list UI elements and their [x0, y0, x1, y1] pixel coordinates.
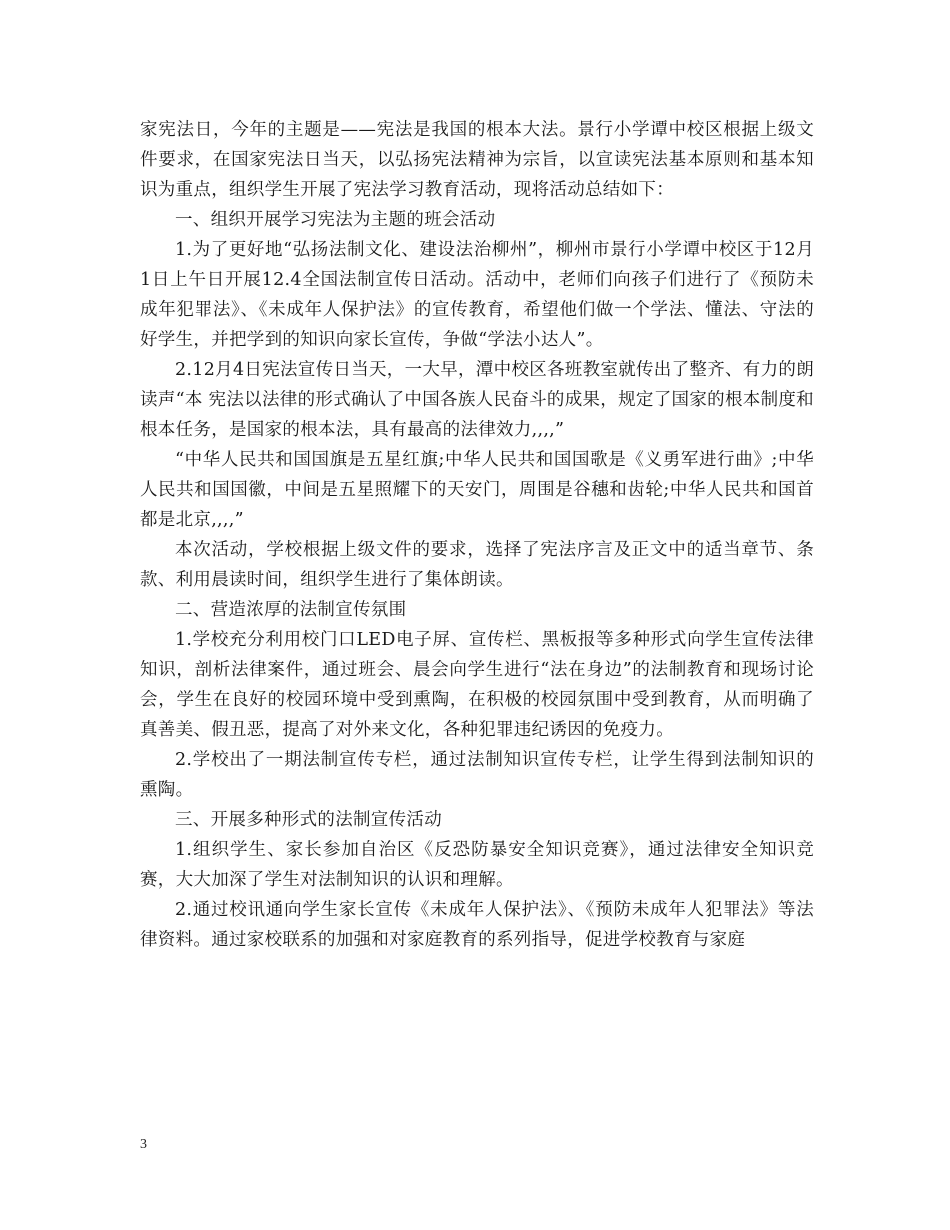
- section-heading-3: 三、开展多种形式的法制宣传活动: [175, 810, 442, 830]
- paragraph-2-1: 1.学校充分利用校门口LED电子屏、宣传栏、黑板报等多种形式向学生宣传法律知识，剖析法律案件，通过班会、晨会向学生进行“法在身边”的法制教育和现场讨论会，学生在良好的校园环境中受到熏陶，在积极的校园氛围中受到教育，从而明确了真善美、假丑恶，提高了对外来文化，各种犯罪违纪诱因的免疫力。: [140, 630, 814, 740]
- paragraph-3-1: 1.组织学生、家长参加自治区《反恐防暴安全知识竞赛》，通过法律安全知识竞赛，大大加深了学生对法制知识的认识和理解。: [140, 840, 814, 890]
- paragraph-1-2: 2.12月4日宪法宣传日当天，一大早，潭中校区各班教室就传出了整齐、有力的朗读声“本 宪法以法律的形式确认了中国各族人民奋斗的成果，规定了国家的根本制度和根本任务，是国家的根本法，具有最高的法律效力,,,,”: [140, 360, 814, 440]
- paragraph-quote: “中华人民共和国国旗是五星红旗;中华人民共和国国歌是《义勇军进行曲》;中华人民共和国国徽，中间是五星照耀下的天安门，周围是谷穗和齿轮;中华人民共和国首都是北京,,,,”: [140, 450, 814, 530]
- paragraph-1-1: 1.为了更好地“弘扬法制文化、建设法治柳州”，柳州市景行小学谭中校区于12月1日上午日开展12.4全国法制宣传日活动。活动中，老师们向孩子们进行了《预防未成年犯罪法》、《未成年人保护法》的宣传教育，希望他们做一个学法、懂法、守法的好学生，并把学到的知识向家长宣传，争做“学法小达人”。: [140, 240, 814, 350]
- section-heading-2: 二、营造浓厚的法制宣传氛围: [175, 600, 407, 620]
- paragraph-intro: 家宪法日，今年的主题是——宪法是我国的根本大法。景行小学谭中校区根据上级文件要求，在国家宪法日当天，以弘扬宪法精神为宗旨，以宣读宪法基本原则和基本知识为重点，组织学生开展了宪法学习教育活动，现将活动总结如下：: [140, 120, 814, 200]
- paragraph-activity-summary: 本次活动，学校根据上级文件的要求，选择了宪法序言及正文中的适当章节、条款、利用晨读时间，组织学生进行了集体朗读。: [140, 540, 814, 590]
- paragraph-3-2: 2.通过校讯通向学生家长宣传《未成年人保护法》、《预防未成年人犯罪法》等法律资料。通过家校联系的加强和对家庭教育的系列指导，促进学校教育与家庭: [140, 900, 814, 950]
- section-heading-1: 一、组织开展学习宪法为主题的班会活动: [175, 210, 496, 230]
- page-number: 3: [140, 1137, 147, 1152]
- paragraph-2-2: 2.学校出了一期法制宣传专栏，通过法制知识宣传专栏，让学生得到法制知识的熏陶。: [140, 750, 814, 800]
- document-body: [140, 115, 814, 955]
